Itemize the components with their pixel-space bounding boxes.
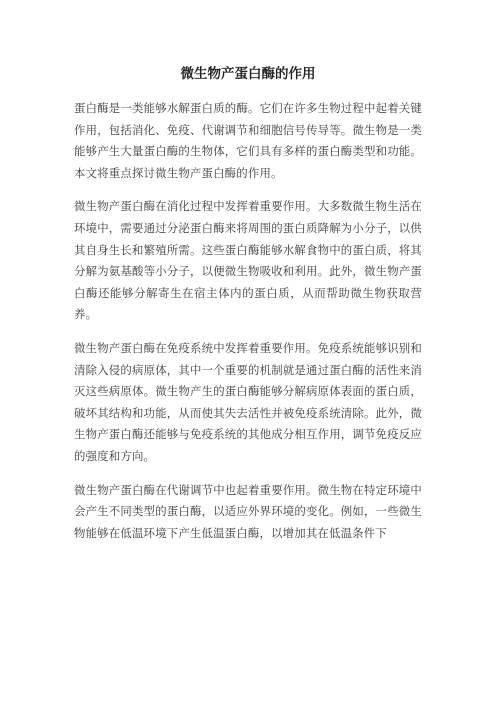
document-title: 微生物产蛋白酶的作用 — [180, 66, 316, 82]
paragraph-immunity: 微生物产蛋白酶在免疫系统中发挥着重要作用。免疫系统能够识别和清除入侵的病原体，其中一个重要的机制就是通过蛋白酶的活性来消灭这些病原体。微生物产生的蛋白酶能够分解病原体表面的蛋白质，破坏其结构和功能，从而使其失去活性并被免疫系统清除。此外，微生物产蛋白酶还能够与免疫系统的其他成分相互作用，调节免疫反应的强度和方向。 — [74, 340, 422, 463]
paragraph-intro: 蛋白酶是一类能够水解蛋白质的酶。它们在许多生物过程中起着关键作用，包括消化、免疫、代谢调节和细胞信号传导等。微生物是一类能够产生大量蛋白酶的生物体，它们具有多样的蛋白酶类型和功能。本文将重点探讨微生物产蛋白酶的作用。 — [74, 101, 422, 180]
paragraph-digestion: 微生物产蛋白酶在消化过程中发挥着重要作用。大多数微生物生活在环境中，需要通过分泌蛋白酶来将周围的蛋白质降解为小分子，以供其自身生长和繁殖所需。这些蛋白酶能够水解食物中的蛋白质，将其分解为氨基酸等小分子，以便微生物吸收和利用。此外，微生物产蛋白酶还能够分解寄生在宿主体内的蛋白质，从而帮助微生物获取营养。 — [74, 199, 422, 322]
paragraph-metabolism: 微生物产蛋白酶在代谢调节中也起着重要作用。微生物在特定环境中会产生不同类型的蛋白酶，以适应外界环境的变化。例如，一些微生物能够在低温环境下产生低温蛋白酶，以增加其在低温条件下 — [74, 482, 422, 540]
